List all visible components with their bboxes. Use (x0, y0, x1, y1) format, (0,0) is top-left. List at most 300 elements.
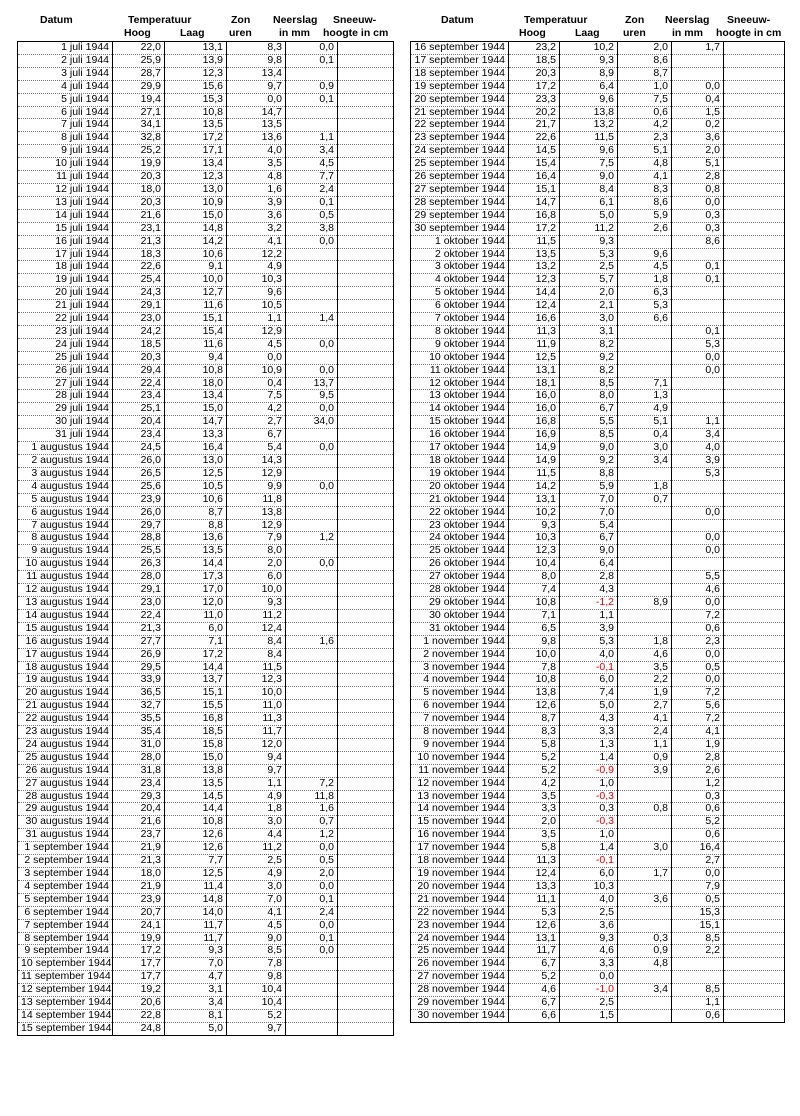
low-temp-cell: 10,8 (165, 816, 227, 829)
snow-depth-cell (724, 158, 785, 171)
table-row (411, 106, 785, 119)
low-temp-cell: 10,0 (165, 274, 227, 287)
table-row (18, 893, 394, 906)
low-temp-cell: 11,6 (165, 338, 227, 351)
table-row (411, 687, 785, 700)
sun-hours-cell: 1,8 (618, 274, 672, 287)
low-temp-cell: 15,0 (165, 751, 227, 764)
snow-depth-cell (724, 403, 785, 416)
snow-depth-cell (724, 338, 785, 351)
low-temp-cell: 10,3 (560, 880, 618, 893)
date-cell: 5 november 1944 (411, 687, 509, 700)
table-row (411, 906, 785, 919)
precipitation-cell: 5,6 (672, 700, 724, 713)
table-row (411, 751, 785, 764)
header-zon-left: Zon (231, 14, 251, 26)
high-temp-cell: 16,9 (509, 429, 560, 442)
snow-depth-cell (338, 403, 394, 416)
sun-hours-cell: 3,4 (618, 455, 672, 468)
precipitation-cell: 0,0 (672, 196, 724, 209)
snow-depth-cell (338, 764, 394, 777)
low-temp-cell: 8,0 (560, 390, 618, 403)
snow-depth-cell (338, 480, 394, 493)
high-temp-cell: 26,9 (113, 648, 165, 661)
weather-table-left (17, 41, 394, 1036)
high-temp-cell: 25,4 (113, 274, 165, 287)
sun-hours-cell: 2,2 (618, 674, 672, 687)
sun-hours-cell: 1,0 (618, 80, 672, 93)
low-temp-cell: 1,4 (560, 751, 618, 764)
sun-hours-cell: 3,0 (618, 842, 672, 855)
precipitation-cell: 0,0 (286, 338, 338, 351)
table-row (411, 622, 785, 635)
low-temp-cell: 8,8 (560, 467, 618, 480)
date-cell: 13 augustus 1944 (18, 596, 113, 609)
high-temp-cell: 23,0 (113, 596, 165, 609)
precipitation-cell: 0,0 (286, 842, 338, 855)
sun-hours-cell: 7,0 (227, 893, 286, 906)
snow-depth-cell (724, 880, 785, 893)
snow-depth-cell (724, 287, 785, 300)
high-temp-cell: 23,4 (113, 429, 165, 442)
sun-hours-cell: 12,0 (227, 738, 286, 751)
table-row (18, 313, 394, 326)
high-temp-cell: 28,0 (113, 751, 165, 764)
table-row (18, 738, 394, 751)
sun-hours-cell: 8,0 (227, 545, 286, 558)
precipitation-cell: 2,2 (672, 945, 724, 958)
date-cell: 26 augustus 1944 (18, 764, 113, 777)
high-temp-cell: 22,0 (113, 42, 165, 55)
high-temp-cell: 13,1 (509, 364, 560, 377)
precipitation-cell (672, 403, 724, 416)
precipitation-cell: 1,2 (286, 532, 338, 545)
precipitation-cell (286, 467, 338, 480)
date-cell: 10 augustus 1944 (18, 558, 113, 571)
precipitation-cell (286, 738, 338, 751)
table-row (18, 674, 394, 687)
snow-depth-cell (724, 455, 785, 468)
sun-hours-cell (618, 467, 672, 480)
table-row (411, 1009, 785, 1022)
date-cell: 24 november 1944 (411, 932, 509, 945)
low-temp-cell: -0,1 (560, 661, 618, 674)
date-cell: 8 september 1944 (18, 932, 113, 945)
high-temp-cell: 22,4 (113, 609, 165, 622)
precipitation-cell: 1,2 (286, 829, 338, 842)
header-inmm-left: in mm (279, 27, 310, 39)
date-cell: 9 september 1944 (18, 945, 113, 958)
snow-depth-cell (338, 429, 394, 442)
snow-depth-cell (338, 687, 394, 700)
table-row (411, 558, 785, 571)
sun-hours-cell: 10,0 (227, 584, 286, 597)
low-temp-cell: 15,5 (165, 700, 227, 713)
high-temp-cell: 28,8 (113, 532, 165, 545)
high-temp-cell: 21,6 (113, 816, 165, 829)
precipitation-cell (286, 106, 338, 119)
high-temp-cell: 13,1 (509, 493, 560, 506)
high-temp-cell: 17,2 (509, 80, 560, 93)
low-temp-cell: 4,6 (560, 945, 618, 958)
precipitation-cell (672, 67, 724, 80)
precipitation-cell: 0,1 (672, 261, 724, 274)
snow-depth-cell (338, 919, 394, 932)
table-row (411, 119, 785, 132)
high-temp-cell: 32,8 (113, 132, 165, 145)
sun-hours-cell: 10,9 (227, 364, 286, 377)
snow-depth-cell (338, 906, 394, 919)
snow-depth-cell (338, 751, 394, 764)
sun-hours-cell: 12,3 (227, 674, 286, 687)
low-temp-cell: 11,6 (165, 300, 227, 313)
snow-depth-cell (724, 971, 785, 984)
precipitation-cell (286, 751, 338, 764)
high-temp-cell: 20,3 (113, 171, 165, 184)
high-temp-cell: 32,7 (113, 700, 165, 713)
high-temp-cell: 10,2 (509, 506, 560, 519)
high-temp-cell: 26,5 (113, 467, 165, 480)
high-temp-cell: 21,3 (113, 855, 165, 868)
table-row (18, 661, 394, 674)
low-temp-cell: 12,6 (165, 842, 227, 855)
precipitation-cell: 0,1 (672, 274, 724, 287)
low-temp-cell: 12,5 (165, 868, 227, 881)
snow-depth-cell (724, 42, 785, 55)
sun-hours-cell: 9,7 (227, 764, 286, 777)
sun-hours-cell: 8,6 (618, 196, 672, 209)
snow-depth-cell (338, 106, 394, 119)
snow-depth-cell (338, 325, 394, 338)
precipitation-cell: 0,9 (286, 80, 338, 93)
high-temp-cell: 19,4 (113, 93, 165, 106)
snow-depth-cell (724, 377, 785, 390)
precipitation-cell (286, 274, 338, 287)
precipitation-cell (672, 300, 724, 313)
table-row (411, 842, 785, 855)
table-row (411, 235, 785, 248)
high-temp-cell: 11,5 (509, 467, 560, 480)
date-cell: 3 augustus 1944 (18, 467, 113, 480)
date-cell: 17 november 1944 (411, 842, 509, 855)
sun-hours-cell: 5,1 (618, 145, 672, 158)
table-row (411, 248, 785, 261)
high-temp-cell: 25,6 (113, 480, 165, 493)
precipitation-cell: 0,3 (672, 790, 724, 803)
high-temp-cell: 18,0 (113, 868, 165, 881)
date-cell: 27 september 1944 (411, 183, 509, 196)
low-temp-cell: 11,7 (165, 932, 227, 945)
sun-hours-cell: 7,1 (618, 377, 672, 390)
date-cell: 12 november 1944 (411, 777, 509, 790)
table-row (18, 764, 394, 777)
sun-hours-cell: 1,8 (618, 635, 672, 648)
sun-hours-cell: 2,5 (227, 855, 286, 868)
low-temp-cell: 8,8 (165, 519, 227, 532)
table-row (411, 429, 785, 442)
high-temp-cell: 13,2 (509, 261, 560, 274)
precipitation-cell: 16,4 (672, 842, 724, 855)
high-temp-cell: 22,6 (509, 132, 560, 145)
table-row (411, 777, 785, 790)
snow-depth-cell (338, 54, 394, 67)
sun-hours-cell: 3,5 (227, 158, 286, 171)
high-temp-cell: 8,0 (509, 571, 560, 584)
sun-hours-cell (618, 558, 672, 571)
low-temp-cell: -0,1 (560, 855, 618, 868)
high-temp-cell: 24,8 (113, 1022, 165, 1035)
low-temp-cell: 15,0 (165, 403, 227, 416)
low-temp-cell: 2,5 (560, 906, 618, 919)
snow-depth-cell (724, 313, 785, 326)
snow-depth-cell (724, 713, 785, 726)
snow-depth-cell (338, 545, 394, 558)
precipitation-cell (286, 971, 338, 984)
snow-depth-cell (338, 1022, 394, 1035)
table-row (18, 480, 394, 493)
snow-depth-cell (724, 274, 785, 287)
precipitation-cell (286, 545, 338, 558)
table-row (411, 351, 785, 364)
date-cell: 26 november 1944 (411, 958, 509, 971)
sun-hours-cell: 2,4 (618, 726, 672, 739)
table-row (18, 158, 394, 171)
snow-depth-cell (724, 351, 785, 364)
table-row (411, 997, 785, 1010)
low-temp-cell: 5,0 (560, 209, 618, 222)
high-temp-cell: 23,9 (113, 493, 165, 506)
snow-depth-cell (338, 119, 394, 132)
high-temp-cell: 19,9 (113, 158, 165, 171)
precipitation-cell: 3,8 (286, 222, 338, 235)
sun-hours-cell (618, 325, 672, 338)
precipitation-cell (672, 480, 724, 493)
table-row (411, 571, 785, 584)
date-cell: 21 augustus 1944 (18, 700, 113, 713)
table-row (411, 403, 785, 416)
date-cell: 11 augustus 1944 (18, 571, 113, 584)
high-temp-cell: 18,5 (509, 54, 560, 67)
date-cell: 22 september 1944 (411, 119, 509, 132)
low-temp-cell: 6,4 (560, 80, 618, 93)
low-temp-cell: 9,0 (560, 545, 618, 558)
date-cell: 23 november 1944 (411, 919, 509, 932)
date-cell: 2 november 1944 (411, 648, 509, 661)
low-temp-cell: 6,7 (560, 532, 618, 545)
sun-hours-cell: 11,0 (227, 700, 286, 713)
sun-hours-cell: 5,2 (227, 1009, 286, 1022)
low-temp-cell: 6,0 (165, 622, 227, 635)
sun-hours-cell: 6,6 (618, 313, 672, 326)
low-temp-cell: 0,0 (560, 971, 618, 984)
sun-hours-cell (618, 571, 672, 584)
low-temp-cell: 6,1 (560, 196, 618, 209)
date-cell: 14 oktober 1944 (411, 403, 509, 416)
precipitation-cell (286, 1009, 338, 1022)
low-temp-cell: 13,2 (560, 119, 618, 132)
low-temp-cell: 18,5 (165, 726, 227, 739)
sun-hours-cell: 3,6 (618, 893, 672, 906)
snow-depth-cell (338, 661, 394, 674)
sun-hours-cell: 9,8 (227, 971, 286, 984)
sun-hours-cell (618, 816, 672, 829)
precipitation-cell: 2,4 (286, 906, 338, 919)
low-temp-cell: 11,4 (165, 880, 227, 893)
table-row (18, 248, 394, 261)
precipitation-cell: 3,4 (672, 429, 724, 442)
precipitation-cell: 1,5 (672, 106, 724, 119)
date-cell: 10 november 1944 (411, 751, 509, 764)
date-cell: 31 augustus 1944 (18, 829, 113, 842)
date-cell: 7 oktober 1944 (411, 313, 509, 326)
table-row (18, 622, 394, 635)
date-cell: 3 oktober 1944 (411, 261, 509, 274)
high-temp-cell: 17,2 (113, 945, 165, 958)
snow-depth-cell (338, 532, 394, 545)
precipitation-cell (286, 648, 338, 661)
date-cell: 28 oktober 1944 (411, 584, 509, 597)
low-temp-cell: 5,5 (560, 416, 618, 429)
date-cell: 16 september 1944 (411, 42, 509, 55)
date-cell: 7 september 1944 (18, 919, 113, 932)
low-temp-cell: 13,5 (165, 777, 227, 790)
high-temp-cell: 22,6 (113, 261, 165, 274)
sun-hours-cell: 9,6 (618, 248, 672, 261)
date-cell: 3 september 1944 (18, 868, 113, 881)
sun-hours-cell: 8,4 (227, 635, 286, 648)
high-temp-cell: 18,3 (113, 248, 165, 261)
high-temp-cell: 34,1 (113, 119, 165, 132)
low-temp-cell: 15,0 (165, 209, 227, 222)
sun-hours-cell: 7,9 (227, 532, 286, 545)
date-cell: 14 november 1944 (411, 803, 509, 816)
sun-hours-cell: 8,7 (618, 67, 672, 80)
table-row (411, 880, 785, 893)
date-cell: 25 juli 1944 (18, 351, 113, 364)
precipitation-cell: 3,9 (672, 455, 724, 468)
table-row (18, 700, 394, 713)
snow-depth-cell (338, 493, 394, 506)
precipitation-cell: 2,6 (672, 764, 724, 777)
table-row (411, 455, 785, 468)
header-hoog-right: Hoog (519, 27, 546, 39)
table-row (18, 42, 394, 55)
date-cell: 28 augustus 1944 (18, 790, 113, 803)
high-temp-cell: 10,0 (509, 648, 560, 661)
table-row (18, 429, 394, 442)
low-temp-cell: 6,0 (560, 868, 618, 881)
snow-depth-cell (724, 816, 785, 829)
table-row (411, 93, 785, 106)
high-temp-cell: 5,3 (509, 906, 560, 919)
precipitation-cell: 4,6 (672, 584, 724, 597)
table-row (411, 300, 785, 313)
precipitation-cell: 1,6 (286, 803, 338, 816)
snow-depth-cell (724, 893, 785, 906)
snow-depth-cell (338, 377, 394, 390)
table-row (411, 532, 785, 545)
precipitation-cell: 0,6 (672, 1009, 724, 1022)
precipitation-cell: 0,8 (672, 183, 724, 196)
precipitation-cell: 0,7 (286, 816, 338, 829)
precipitation-cell (286, 997, 338, 1010)
low-temp-cell: 13,4 (165, 158, 227, 171)
header-temperatuur-left: Temperatuur (128, 14, 192, 26)
date-cell: 1 oktober 1944 (411, 235, 509, 248)
sun-hours-cell (618, 506, 672, 519)
high-temp-cell: 10,4 (509, 558, 560, 571)
date-cell: 28 september 1944 (411, 196, 509, 209)
sun-hours-cell: 10,4 (227, 997, 286, 1010)
header-hoogte-right: hoogte in cm (716, 27, 782, 39)
precipitation-cell: 2,3 (672, 635, 724, 648)
high-temp-cell: 20,4 (113, 803, 165, 816)
snow-depth-cell (338, 67, 394, 80)
snow-depth-cell (338, 209, 394, 222)
snow-depth-cell (338, 145, 394, 158)
table-row (18, 519, 394, 532)
high-temp-cell: 20,6 (113, 997, 165, 1010)
low-temp-cell: 14,8 (165, 222, 227, 235)
sun-hours-cell: 1,6 (227, 183, 286, 196)
table-row (411, 635, 785, 648)
high-temp-cell: 6,7 (509, 958, 560, 971)
low-temp-cell: 9,4 (165, 351, 227, 364)
snow-depth-cell (338, 390, 394, 403)
date-cell: 7 november 1944 (411, 713, 509, 726)
date-cell: 19 september 1944 (411, 80, 509, 93)
table-row (18, 816, 394, 829)
sun-hours-cell: 4,1 (227, 906, 286, 919)
table-row (411, 416, 785, 429)
date-cell: 14 september 1944 (18, 1009, 113, 1022)
precipitation-cell: 0,0 (286, 919, 338, 932)
sun-hours-cell: 4,8 (618, 158, 672, 171)
date-cell: 23 september 1944 (411, 132, 509, 145)
date-cell: 3 juli 1944 (18, 67, 113, 80)
low-temp-cell: 3,4 (165, 997, 227, 1010)
table-row (411, 919, 785, 932)
high-temp-cell: 20,2 (509, 106, 560, 119)
date-cell: 20 november 1944 (411, 880, 509, 893)
snow-depth-cell (724, 609, 785, 622)
low-temp-cell: 13,7 (165, 674, 227, 687)
snow-depth-cell (724, 222, 785, 235)
date-cell: 20 september 1944 (411, 93, 509, 106)
snow-depth-cell (724, 868, 785, 881)
table-row (18, 687, 394, 700)
low-temp-cell: 13,3 (165, 429, 227, 442)
snow-depth-cell (724, 726, 785, 739)
snow-depth-cell (724, 196, 785, 209)
table-row (411, 932, 785, 945)
sun-hours-cell: 4,1 (227, 235, 286, 248)
table-row (411, 158, 785, 171)
high-temp-cell: 20,4 (113, 416, 165, 429)
low-temp-cell: -0,3 (560, 816, 618, 829)
precipitation-cell: 7,2 (672, 713, 724, 726)
precipitation-cell (672, 313, 724, 326)
snow-depth-cell (338, 519, 394, 532)
date-cell: 23 augustus 1944 (18, 726, 113, 739)
low-temp-cell: 8,1 (165, 1009, 227, 1022)
table-row (18, 338, 394, 351)
snow-depth-cell (724, 764, 785, 777)
precipitation-cell (286, 609, 338, 622)
high-temp-cell: 27,7 (113, 635, 165, 648)
high-temp-cell: 17,2 (509, 222, 560, 235)
high-temp-cell: 14,5 (509, 145, 560, 158)
